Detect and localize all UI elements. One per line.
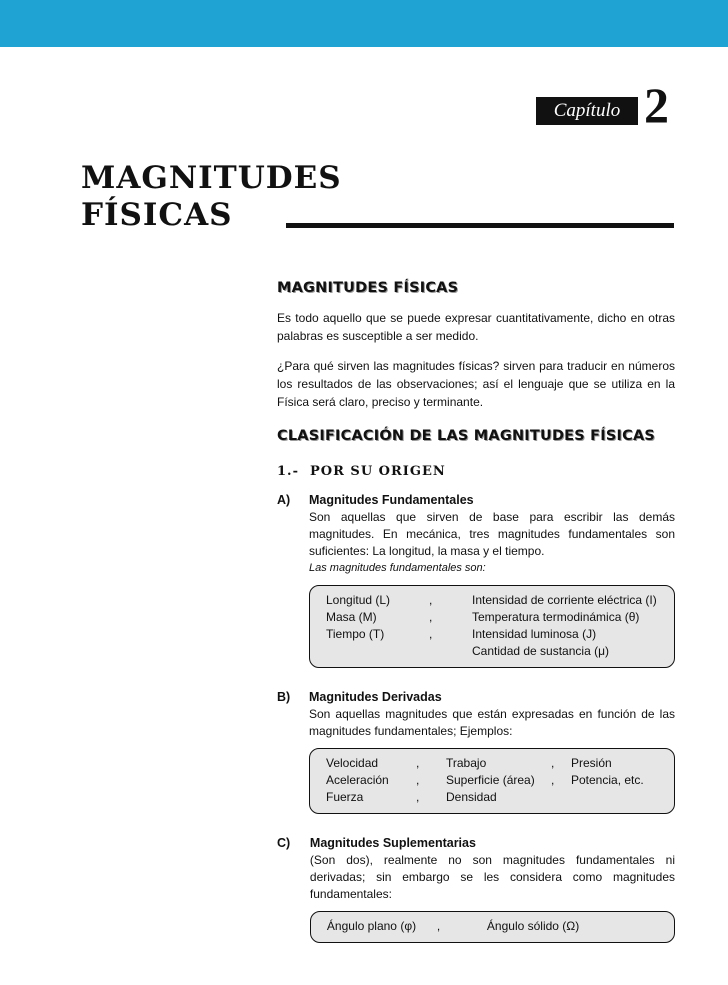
- chapter-word: Capítulo: [536, 97, 638, 125]
- item-text: Son aquellas que sirven de base para escribir las demás magnitudes. En mecánica, tres magnitudes fundamentales son suficientes: La longitud, la masa y el tiempo.: [309, 510, 675, 558]
- item-suplementarias: [277, 834, 675, 957]
- item-note: Las magnitudes fundamentales son:: [309, 562, 486, 574]
- section-heading-clasificacion: CLASIFICACIÓN DE LAS MAGNITUDES FÍSICAS: [277, 428, 656, 444]
- box-cell: Velocidad: [326, 756, 379, 770]
- box-cell: Fuerza: [326, 790, 364, 804]
- box-cell: [551, 789, 571, 806]
- item-letter: A): [277, 493, 291, 507]
- item-title: Magnitudes Fundamentales: [309, 493, 474, 507]
- box-cell: ,: [551, 773, 555, 787]
- content-column: [277, 279, 675, 957]
- origin-number: 1.-: [277, 464, 299, 479]
- box-cell: ,: [429, 627, 433, 641]
- item-title: Magnitudes Suplementarias: [309, 836, 476, 850]
- section-heading-magnitudes: MAGNITUDES FÍSICAS: [277, 280, 459, 296]
- title-underline: [286, 223, 674, 228]
- chapter-number: 2: [644, 77, 669, 133]
- box-cell: Trabajo: [446, 756, 487, 770]
- box-cell: ,: [551, 756, 555, 770]
- box-cell: Intensidad de corriente eléctrica (I): [472, 593, 657, 607]
- item-fundamentales: [277, 491, 675, 682]
- item-text: (Son dos), realmente no son magnitudes fundamentales ni derivadas; sin embargo se les considera como magnitudes fundamentales:: [309, 853, 675, 901]
- box-cell: Longitud (L): [326, 593, 391, 607]
- box-cell: Temperatura termodinámica (θ): [472, 610, 640, 624]
- purpose-paragraph: ¿Para qué sirven las magnitudes físicas? sirven para traducir en números los resultados de las observaciones; así el lenguaje que se utiliza en la Física será claro, preciso y terminante.: [277, 359, 675, 409]
- box-cell: Superficie (área): [446, 773, 535, 787]
- box-cell: [429, 643, 472, 660]
- definition-paragraph: Es todo aquello que se puede expresar cuantitativamente, dicho en otras palabras es susceptible a ser medido.: [277, 311, 675, 343]
- box-cell: ,: [429, 593, 433, 607]
- fundamentales-box: [309, 585, 675, 668]
- origin-heading: [277, 463, 675, 481]
- suplementarias-box: [310, 911, 675, 943]
- box-cell: Ángulo plano (φ): [326, 919, 417, 933]
- box-cell: Potencia, etc.: [571, 773, 644, 787]
- derivadas-box: [309, 748, 675, 814]
- box-cell: [571, 789, 671, 806]
- box-cell: Tiempo (T): [326, 627, 385, 641]
- box-cell: Cantidad de sustancia (μ): [472, 644, 609, 658]
- item-text: Son aquellas magnitudes que están expresadas en función de las magnitudes fundamentales; Ejemplos:: [309, 707, 675, 738]
- header-bar: [0, 0, 728, 47]
- item-letter: B): [277, 690, 291, 704]
- box-cell: ,: [416, 756, 420, 770]
- box-cell: ,: [429, 610, 433, 624]
- item-letter: C): [277, 836, 291, 850]
- box-cell: Aceleración: [326, 773, 389, 787]
- origin-label: POR SU ORIGEN: [310, 464, 446, 479]
- box-cell: Masa (M): [326, 610, 377, 624]
- item-derivadas: [277, 688, 675, 828]
- box-cell: Intensidad luminosa (J): [472, 627, 597, 641]
- box-cell: Densidad: [446, 790, 497, 804]
- item-title: Magnitudes Derivadas: [309, 690, 442, 704]
- box-cell: Presión: [571, 756, 612, 770]
- box-cell: Ángulo sólido (Ω): [486, 919, 580, 933]
- page-title-line1: MAGNITUDES: [81, 160, 342, 196]
- box-cell: ,: [416, 790, 420, 804]
- page-title-line2: FÍSICAS: [81, 197, 233, 233]
- box-cell: ,: [416, 773, 420, 787]
- box-cell: ,: [436, 919, 441, 933]
- box-cell: [326, 643, 429, 660]
